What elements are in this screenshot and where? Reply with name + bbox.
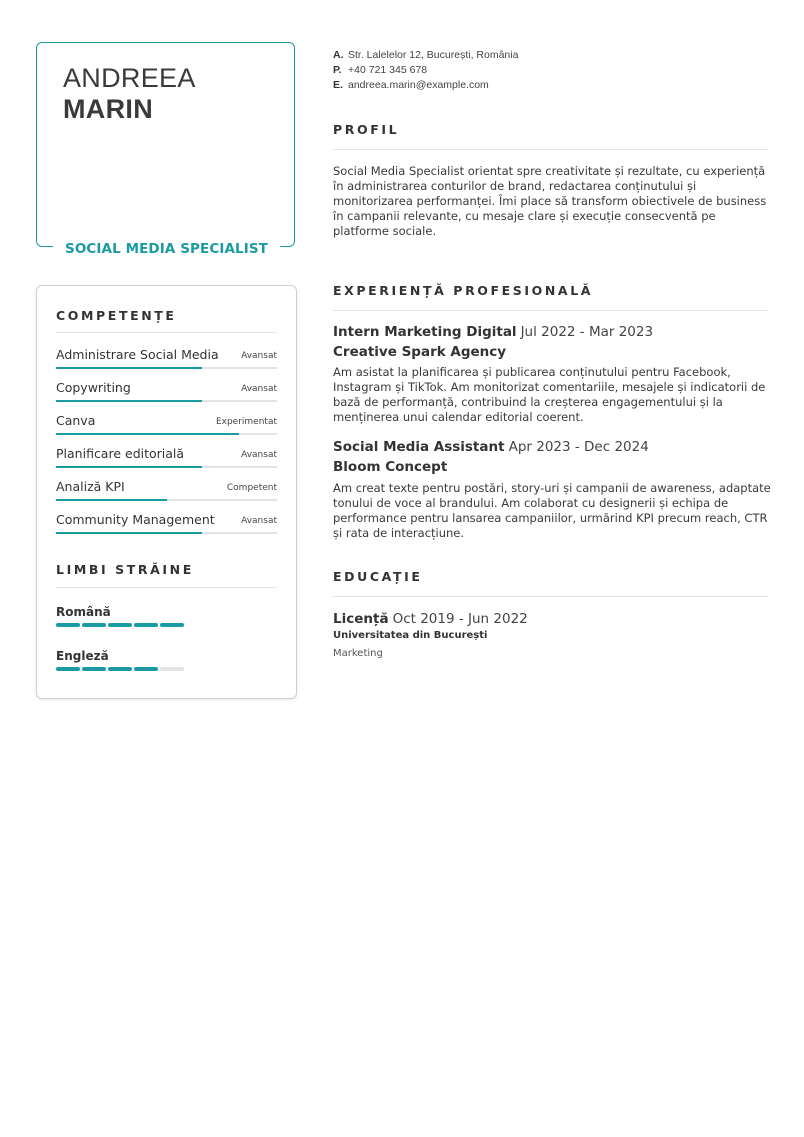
skill-item <box>56 446 277 476</box>
skill-track <box>56 400 277 402</box>
skill-fill <box>56 466 202 468</box>
contact-email <box>333 78 518 93</box>
job-company: Creative Spark Agency <box>333 344 507 360</box>
language-item <box>56 649 277 663</box>
education-header <box>333 611 528 627</box>
skill-fill <box>56 367 202 369</box>
rating-pill-filled <box>134 667 158 671</box>
rating-pill-filled <box>108 667 132 671</box>
last-name: MARIN <box>63 94 153 124</box>
skill-name: Planificare editorială <box>56 446 185 461</box>
skill-item <box>56 413 277 443</box>
job-company: Bloom Concept <box>333 459 448 475</box>
education-heading: EDUCAȚIE <box>333 569 423 584</box>
skill-track <box>56 367 277 369</box>
skill-fill <box>56 499 167 501</box>
rating-pill-filled <box>160 623 184 627</box>
contact-address <box>333 48 518 63</box>
skill-level: Experimentat <box>215 417 277 427</box>
skill-level: Avansat <box>241 516 277 526</box>
job-description: Am asistat la planificarea și publicarea conținutului pentru Facebook, Instagram și TikTok. Am monitorizat comentariile, mesajele și indicatorii de bază de performanță, contribuind la creșterea engagementului și la menținerea unui calendar editorial coerent. <box>333 365 766 424</box>
language-name: Română <box>56 605 111 619</box>
skill-track <box>56 499 277 501</box>
profile-text: Social Media Specialist orientat spre creativitate și rezultate, cu experiență în administrarea conturilor de brand, redactarea conținutului și monitorizarea performanței. Îmi place să transform obiectivele de business în campanii relevante, cu mesaje clare și execuție consecventă pe platforme sociale. <box>333 164 767 238</box>
profile-heading: PROFIL <box>333 122 400 137</box>
divider <box>333 310 768 311</box>
languages-heading: LIMBI STRĂINE <box>56 562 194 577</box>
skill-fill <box>56 532 202 534</box>
job-header <box>333 439 649 455</box>
job-dates: Apr 2023 - Dec 2024 <box>508 439 649 455</box>
skills-heading: COMPETENȚE <box>56 308 177 323</box>
job-title: Social Media Assistant <box>333 439 505 455</box>
skills-card <box>36 285 297 699</box>
skill-track <box>56 433 277 435</box>
education-dates: Oct 2019 - Jun 2022 <box>392 611 528 627</box>
first-name: ANDREEA <box>63 63 196 93</box>
rating-pill-filled <box>82 623 106 627</box>
contact-phone <box>333 63 518 78</box>
role-title: SOCIAL MEDIA SPECIALIST <box>53 241 280 257</box>
rating-pill-filled <box>108 623 132 627</box>
skill-item <box>56 479 277 509</box>
rating-pill-filled <box>56 623 80 627</box>
skill-name: Copywriting <box>56 380 131 395</box>
education-degree: Licență <box>333 611 389 627</box>
language-item <box>56 605 277 619</box>
education-field: Marketing <box>333 648 383 659</box>
skill-name: Analiză KPI <box>56 479 125 494</box>
skill-track <box>56 466 277 468</box>
rating-pill-filled <box>82 667 106 671</box>
skill-item <box>56 512 277 542</box>
contact-value: +40 721 345 678 <box>348 64 428 76</box>
skill-track <box>56 532 277 534</box>
contact-block <box>333 48 518 93</box>
education-university: Universitatea din București <box>333 630 488 641</box>
job-header <box>333 324 653 340</box>
contact-key: P. <box>333 64 342 76</box>
rating-pill-filled <box>56 667 80 671</box>
skill-level: Avansat <box>241 384 277 394</box>
skill-fill <box>56 400 202 402</box>
rating-pill-empty <box>160 667 184 671</box>
language-name: Engleză <box>56 649 109 663</box>
job-description: Am creat texte pentru postări, story-uri și campanii de awareness, adaptate tonului de voce al brandului. Am colaborat cu designerii și echipa de performance pentru lansarea campaniilor, urmărind KPI precum reach, CTR și rata de interacțiune. <box>333 481 771 540</box>
skill-level: Avansat <box>241 450 277 460</box>
contact-value: Str. Lalelelor 12, București, România <box>348 49 519 61</box>
divider <box>56 332 277 333</box>
contact-key: A. <box>333 49 344 61</box>
divider <box>333 596 768 597</box>
skill-name: Canva <box>56 413 96 428</box>
rating-pill-filled <box>134 623 158 627</box>
contact-key: E. <box>333 79 343 91</box>
divider <box>56 587 277 588</box>
skill-level: Avansat <box>241 351 277 361</box>
skill-level: Competent <box>226 483 277 493</box>
name-card <box>36 42 295 257</box>
divider <box>333 149 768 150</box>
experience-heading: EXPERIENȚĂ PROFESIONALĂ <box>333 283 594 298</box>
job-dates: Jul 2022 - Mar 2023 <box>520 324 654 340</box>
skill-item <box>56 347 277 377</box>
skill-fill <box>56 433 239 435</box>
job-title: Intern Marketing Digital <box>333 324 517 340</box>
contact-value: andreea.marin@example.com <box>348 79 489 91</box>
skill-name: Administrare Social Media <box>56 347 219 362</box>
skill-name: Community Management <box>56 512 215 527</box>
skill-item <box>56 380 277 410</box>
